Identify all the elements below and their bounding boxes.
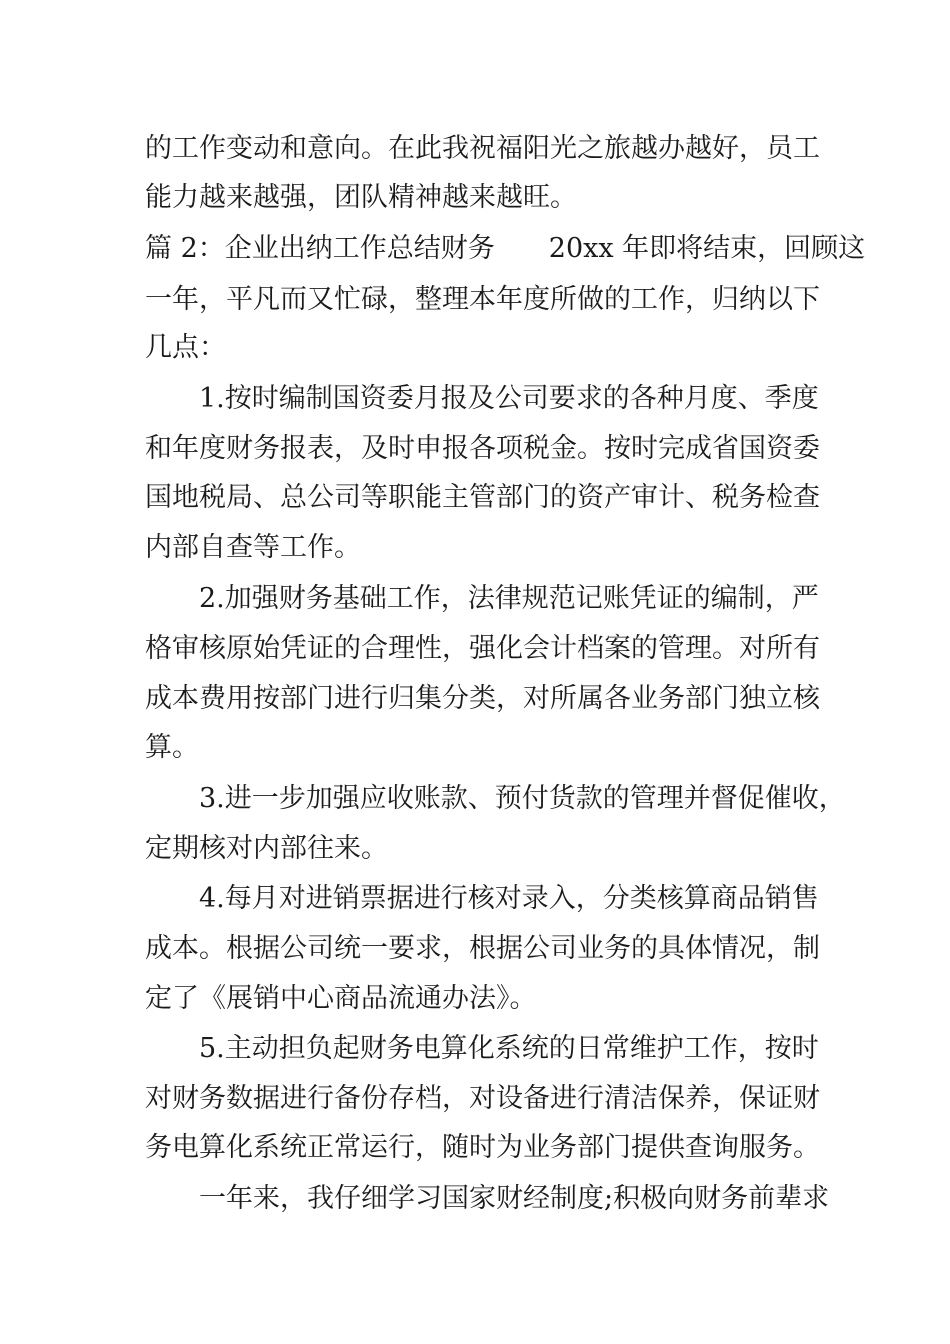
text-line: 成本。根据公司统一要求，根据公司业务的具体情况，制 (145, 933, 820, 964)
list-item-3-line: 3.进一步加强应收账款、预付货款的管理并督促催收， (199, 783, 846, 814)
text-line: 成本费用按部门进行归集分类，对所属各业务部门独立核 (145, 683, 820, 714)
text-line: 和年度财务报表，及时申报各项税金。按时完成省国资委 (145, 433, 820, 464)
list-item-4-line: 4.每月对进销票据进行核对录入，分类核算商品销售 (199, 883, 819, 914)
text-line: 能力越来越强，团队精神越来越旺。 (145, 182, 577, 213)
text-line: 内部自查等工作。 (145, 532, 361, 563)
list-item-2-line: 2.加强财务基础工作，法律规范记账凭证的编制，严 (199, 583, 819, 614)
text-line: 几点： (145, 332, 226, 363)
text-line: 的工作变动和意向。在此我祝福阳光之旅越办越好，员工 (145, 133, 820, 164)
text-line: 定期核对内部往来。 (145, 833, 388, 864)
list-item-5-line: 5.主动担负起财务电算化系统的日常维护工作，按时 (199, 1033, 819, 1064)
section-heading-line: 篇 2：企业出纳工作总结财务 20xx 年即将结束，回顾这 (145, 233, 866, 264)
text-line: 定了《展销中心商品流通办法》。 (145, 983, 537, 1014)
text-line: 国地税局、总公司等职能主管部门的资产审计、税务检查 (145, 482, 820, 513)
list-item-1-line: 1.按时编制国资委月报及公司要求的各种月度、季度 (199, 383, 819, 414)
text-line: 格审核原始凭证的合理性，强化会计档案的管理。对所有 (145, 633, 820, 664)
text-line: 对财务数据进行备份存档，对设备进行清洁保养，保证财 (145, 1083, 820, 1114)
paragraph-line: 一年来，我仔细学习国家财经制度;积极向财务前辈求 (199, 1183, 830, 1214)
text-line: 务电算化系统正常运行，随时为业务部门提供查询服务。 (145, 1132, 820, 1163)
text-line: 算。 (145, 732, 199, 763)
text-line: 一年，平凡而又忙碌，整理本年度所做的工作，归纳以下 (145, 284, 820, 315)
